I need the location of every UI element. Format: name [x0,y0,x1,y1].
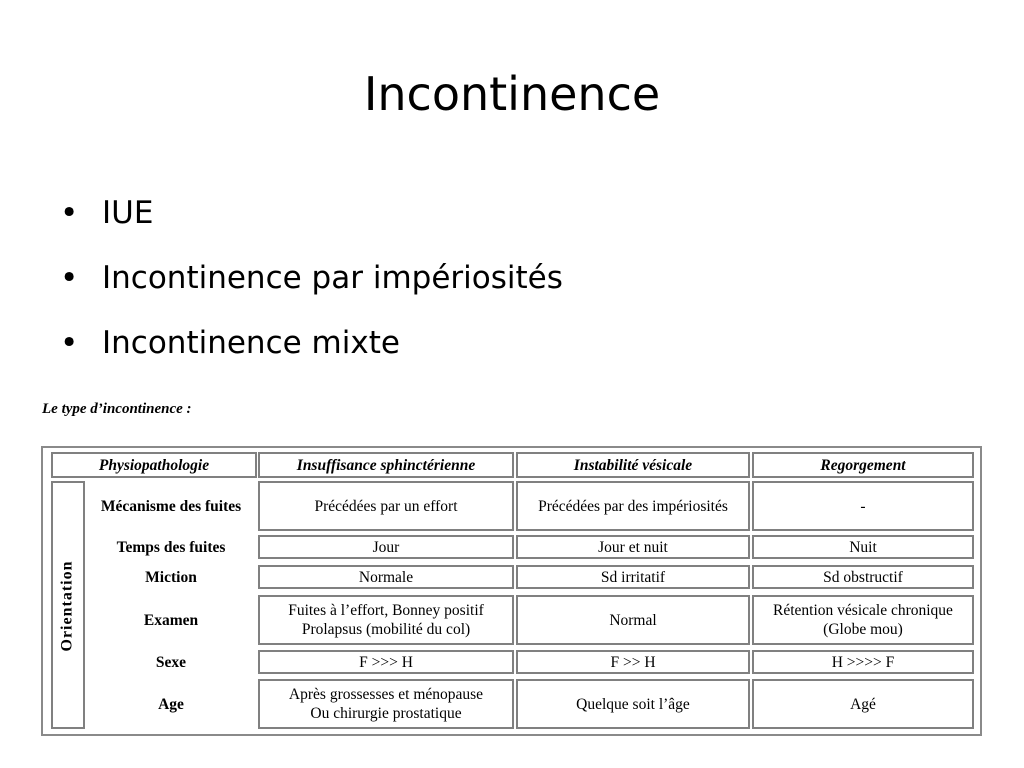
table-cell: Fuites à l’effort, Bonney positif Prolapsus (mobilité du col) [258,595,514,645]
bullet-item [58,320,563,385]
table-cell: Après grossesses et ménopause Ou chirurgie prostatique [258,679,514,729]
row-label: Temps des fuites [116,538,226,556]
row-label: Miction [145,568,197,586]
bullet-item [58,255,563,320]
orientation-label [51,485,84,727]
table-cell: - [752,481,974,531]
bullet-list [58,190,563,385]
table-cell: Rétention vésicale chronique (Globe mou) [752,595,974,645]
bullet-dot-icon: • [60,260,79,296]
header-regorgement: Regorgement [752,452,974,478]
table-cell: H >>>> F [752,650,974,674]
table-cell: Agé [752,679,974,729]
table-cell: Sd obstructif [752,565,974,589]
table-cell: Sd irritatif [516,565,750,589]
row-label: Sexe [155,653,187,671]
table-cell: Normale [258,565,514,589]
header-instabilite: Instabilité vésicale [516,452,750,478]
table-cell: Jour [258,535,514,559]
row-label: Mécanisme des fuites [100,497,242,515]
table-cell: Nuit [752,535,974,559]
bullet-text: Incontinence par impériosités [102,260,563,296]
row-label: Age [158,695,184,713]
table-cell: F >> H [516,650,750,674]
bullet-dot-icon: • [60,325,79,361]
orientation-text: Orientation [58,560,76,652]
table-caption: Le type d’incontinence : [42,401,192,417]
table-cell: Jour et nuit [516,535,750,559]
bullet-text: Incontinence mixte [102,325,400,361]
bullet-text: IUE [102,195,154,231]
table-cell: Normal [516,595,750,645]
table-cell: F >>> H [258,650,514,674]
header-insuffisance: Insuffisance sphinctérienne [258,452,514,478]
bullet-item [58,190,563,255]
bullet-dot-icon: • [60,195,79,231]
header-physiopathologie: Physiopathologie [51,452,257,478]
row-label: Examen [143,611,199,629]
table-cell: Précédées par des impériosités [516,481,750,531]
slide-title: Incontinence [363,67,661,121]
table-cell: Précédées par un effort [258,481,514,531]
table-cell: Quelque soit l’âge [516,679,750,729]
